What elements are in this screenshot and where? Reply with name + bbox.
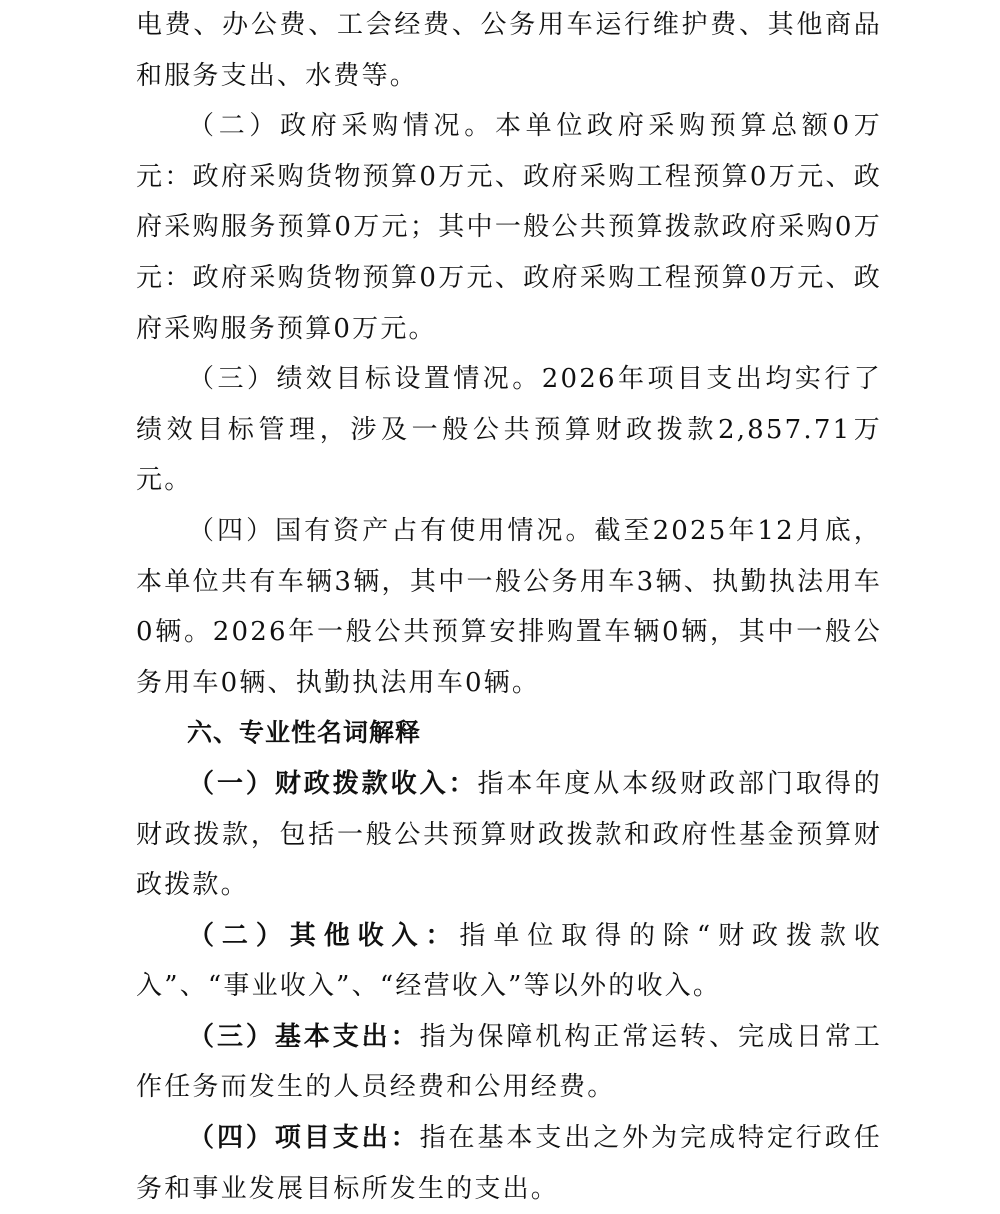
paragraph-performance-targets — [136, 354, 882, 506]
paragraph-lead: （二）政府采购情况。 — [188, 111, 495, 142]
paragraph-government-procurement — [136, 101, 882, 354]
term-label: （二）其他收入： — [188, 920, 460, 951]
term-fiscal-appropriation-income — [136, 759, 882, 911]
document-page — [136, 0, 882, 1214]
paragraph-text: 本单位政府采购预算总额0万元：政府采购货物预算0万元、政府采购工程预算0万元、政府采购服务预算0万元；其中一般公共预算拨款政府采购0万元：政府采购货物预算0万元、政府采购工程预算0万元、政府采购服务预算0万元。 — [136, 111, 882, 344]
term-basic-expenditure — [136, 1012, 882, 1113]
term-definition: 指在基本支出之外为完成特定行政任务和事业发展目标所发生的支出。 — [136, 1123, 883, 1204]
paragraph-text: 截至2025年12月底，本单位共有车辆3辆，其中一般公务用车3辆、执勤执法用车0辆。2026年一般公共预算安排购置车辆0辆，其中一般公务用车0辆、执勤执法用车0辆。 — [136, 515, 882, 698]
term-label: （一）财政拨款收入： — [188, 768, 478, 799]
term-other-income — [136, 911, 882, 1012]
term-definition: 指单位取得的除“财政拨款收入”、“事业收入”、“经营收入”等以外的收入。 — [136, 920, 882, 1002]
paragraph-text: 2026年项目支出均实行了绩效目标管理，涉及一般公共预算财政拨款2,857.71万元。 — [136, 364, 882, 496]
paragraph-continued — [136, 0, 882, 101]
term-label: （四）项目支出： — [188, 1123, 420, 1154]
paragraph-state-assets — [136, 506, 882, 708]
term-definition: 指本年度从本级财政部门取得的财政拨款，包括一般公共预算财政拨款和政府性基金预算财政拨款。 — [136, 768, 882, 901]
term-definition: 指为保障机构正常运转、完成日常工作任务而发生的人员经费和公用经费。 — [136, 1021, 883, 1103]
term-label: （三）基本支出： — [188, 1021, 420, 1052]
term-project-expenditure — [136, 1113, 882, 1214]
paragraph-lead: （四）国有资产占有使用情况。 — [188, 515, 595, 546]
paragraph-text: 电费、办公费、工会经费、公务用车运行维护费、其他商品和服务支出、水费等。 — [136, 10, 882, 91]
paragraph-lead: （三）绩效目标设置情况。 — [188, 364, 542, 395]
section-heading: 六、专业性名词解释 — [187, 718, 422, 748]
